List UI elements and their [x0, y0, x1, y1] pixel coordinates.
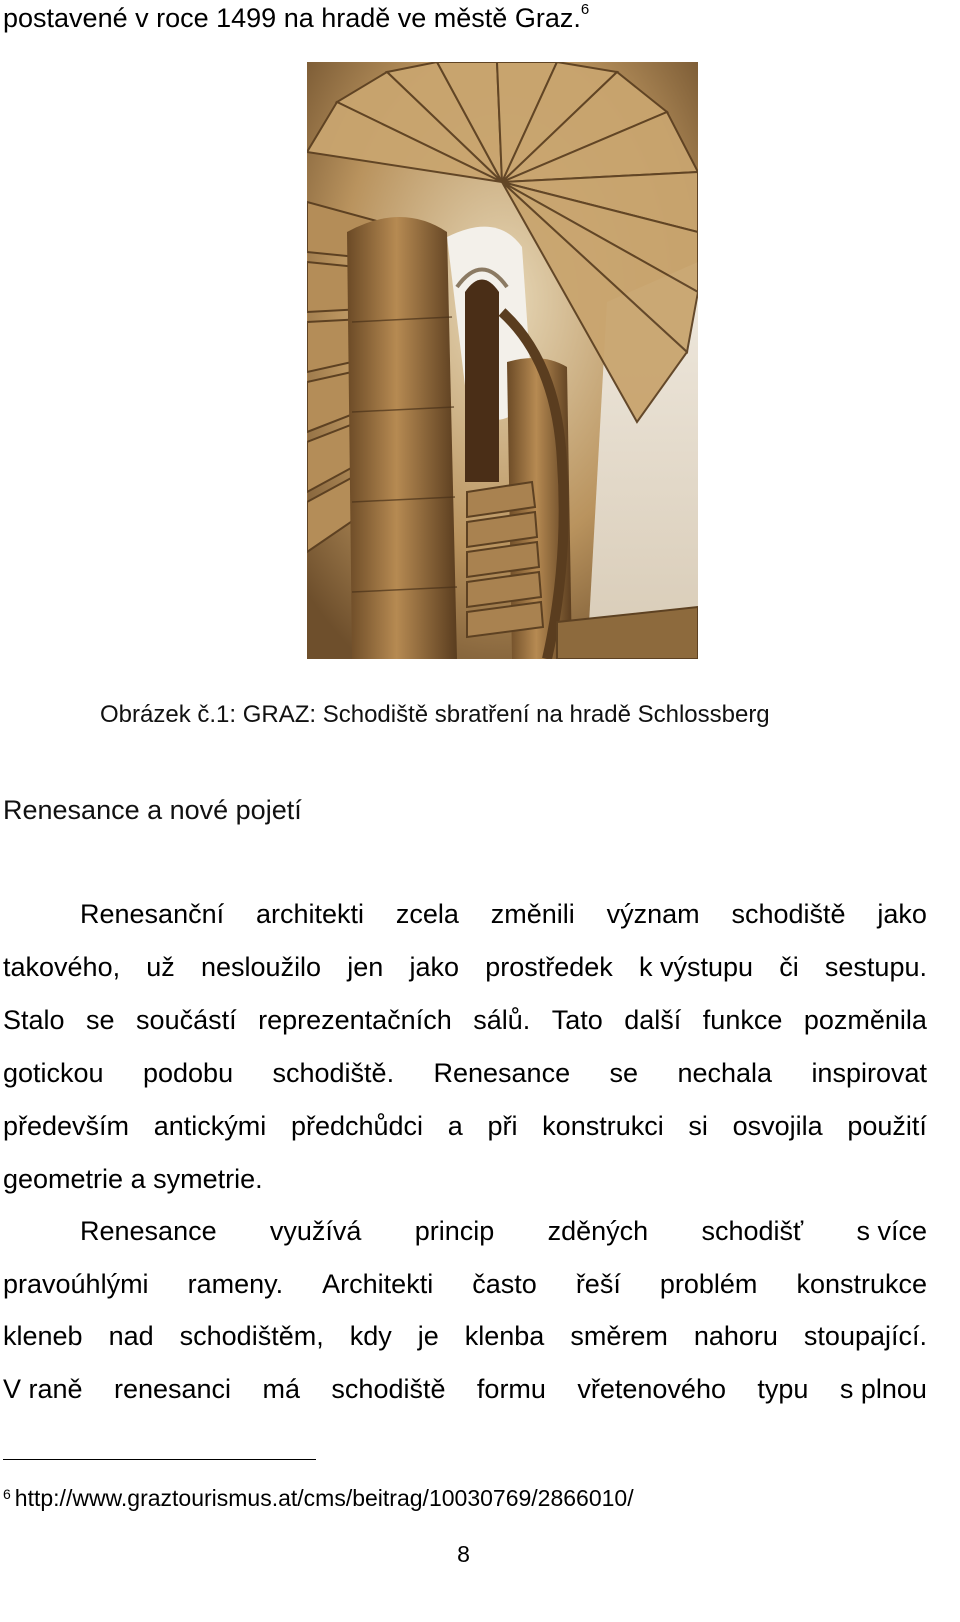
word: pravoúhlými — [3, 1269, 149, 1299]
page-number: 8 — [457, 1541, 470, 1567]
word: renesanci — [113, 1374, 232, 1404]
word: využívá — [269, 1216, 362, 1246]
footnote-number: 6 — [3, 1486, 11, 1502]
paragraph-2-line-1 — [80, 1215, 927, 1247]
word: další — [624, 1005, 682, 1035]
word: zděných — [547, 1216, 649, 1246]
word: nesloužilo — [201, 952, 322, 982]
word: jako — [409, 952, 460, 982]
paragraph-2-line-3 — [3, 1320, 927, 1352]
word: Renesanční — [80, 899, 225, 929]
footnote-link[interactable]: http://www.graztourismus.at/cms/beitrag/10030769/2866010/ — [14, 1485, 634, 1511]
word: Stalo — [3, 1005, 65, 1035]
word: a — [447, 1111, 463, 1141]
word: podobu — [142, 1058, 234, 1088]
footnote-separator — [3, 1459, 316, 1460]
paragraph-2-line-2 — [3, 1268, 927, 1300]
word: použití — [847, 1111, 927, 1141]
word: schodištěm, — [179, 1321, 324, 1351]
word: často — [472, 1269, 537, 1299]
word: konstrukce — [796, 1269, 927, 1299]
paragraph-1-line-2 — [3, 951, 927, 983]
word: pozměnila — [803, 1005, 927, 1035]
top-line-text: postavené v roce 1499 na hradě ve městě Graz. — [3, 3, 581, 33]
word: kdy — [349, 1321, 392, 1351]
word: gotickou — [3, 1058, 104, 1088]
word: V raně — [3, 1374, 83, 1404]
word: má — [262, 1374, 300, 1404]
word: předchůdci — [290, 1111, 424, 1141]
word: si — [688, 1111, 708, 1141]
word: problém — [659, 1269, 758, 1299]
footnote — [3, 1484, 634, 1512]
word: stoupající. — [803, 1321, 927, 1351]
word: antickými — [153, 1111, 267, 1141]
word: při — [487, 1111, 518, 1141]
word: je — [417, 1321, 439, 1351]
word: rameny. — [187, 1269, 284, 1299]
figure-caption: Obrázek č.1: GRAZ: Schodiště sbratření na hradě Schlossberg — [100, 701, 770, 728]
word: nahoru — [693, 1321, 778, 1351]
word: se — [86, 1005, 115, 1035]
word: s plnou — [839, 1374, 927, 1404]
word: funkce — [702, 1005, 783, 1035]
paragraph-2-line-4 — [3, 1373, 927, 1405]
word: součástí — [136, 1005, 237, 1035]
word: Renesance — [80, 1216, 217, 1246]
word: řeší — [575, 1269, 621, 1299]
word: či — [779, 952, 799, 982]
word: k výstupu — [638, 952, 754, 982]
word: osvojila — [732, 1111, 823, 1141]
word: vřetenového — [577, 1374, 726, 1404]
footnote-reference: 6 — [580, 1, 590, 18]
word: směrem — [570, 1321, 668, 1351]
word: konstrukci — [542, 1111, 664, 1141]
word: jen — [347, 952, 384, 982]
word: klenba — [464, 1321, 545, 1351]
word: zcela — [395, 899, 459, 929]
word: formu — [476, 1374, 546, 1404]
word: schodiště. — [272, 1058, 395, 1088]
word: nechala — [677, 1058, 773, 1088]
word: jako — [877, 899, 927, 929]
word: typu — [757, 1374, 809, 1404]
word: význam — [606, 899, 700, 929]
word: především — [3, 1111, 130, 1141]
word: sálů. — [473, 1005, 531, 1035]
word: inspirovat — [811, 1058, 927, 1088]
paragraph-1-line-3 — [3, 1004, 927, 1036]
word: prostředek — [485, 952, 613, 982]
word: nad — [108, 1321, 154, 1351]
word: architekti — [255, 899, 364, 929]
paragraph-1-line-4 — [3, 1057, 927, 1089]
word: kleneb — [3, 1321, 83, 1351]
section-heading: Renesance a nové pojetí — [3, 795, 302, 825]
word: takového, — [3, 952, 121, 982]
word: Renesance — [433, 1058, 571, 1088]
top-line — [3, 2, 589, 34]
word: reprezentačních — [258, 1005, 452, 1035]
paragraph-1-line-5 — [3, 1110, 927, 1142]
word: Architekti — [322, 1269, 434, 1299]
word: změnili — [490, 899, 575, 929]
word: s více — [856, 1216, 927, 1246]
paragraph-1-line-1 — [80, 898, 927, 930]
staircase-photo — [307, 62, 698, 659]
word: už — [146, 952, 175, 982]
paragraph-1-last-line: geometrie a symetrie. — [3, 1164, 263, 1194]
word: schodiště — [731, 899, 846, 929]
word: Tato — [551, 1005, 603, 1035]
word: sestupu. — [824, 952, 927, 982]
word: schodišť — [701, 1216, 804, 1246]
word: princip — [414, 1216, 495, 1246]
word: schodiště — [331, 1374, 446, 1404]
word: se — [609, 1058, 639, 1088]
